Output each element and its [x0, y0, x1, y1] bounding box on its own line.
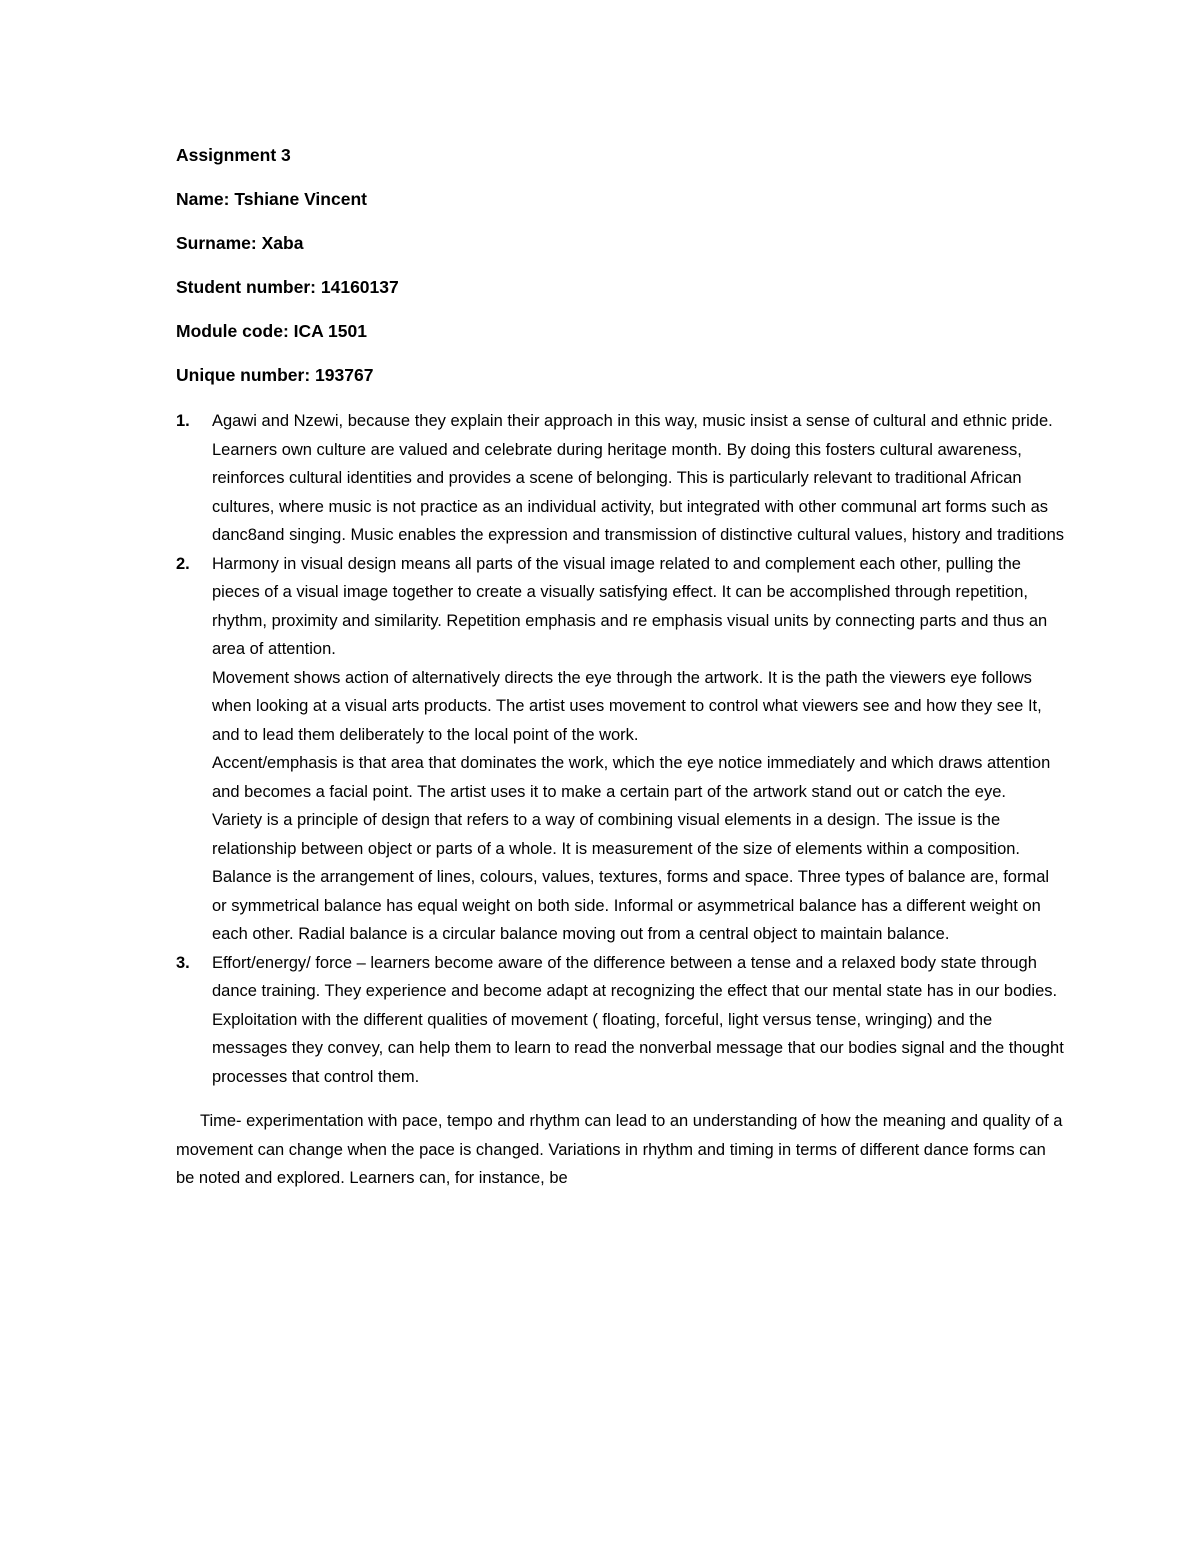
module-code-value: ICA 1501: [293, 321, 367, 341]
unique-number-line: [176, 361, 1066, 389]
answer-1-number: 1.: [176, 412, 190, 430]
answer-1-body: [212, 407, 1066, 550]
answer-2-body: [212, 550, 1066, 949]
student-number-value: 14160137: [320, 277, 399, 297]
surname-line: [176, 229, 1066, 257]
surname-value: Xaba: [261, 233, 304, 253]
name-value: Tshiane Vincent: [234, 189, 367, 209]
answer-2-variety-paragraph: Variety is a principle of design that refers to a way of combining visual elements in a design. The issue is the relationship between object or parts of a whole. It is measurement of the size of elements within a composition.: [212, 811, 1021, 858]
name-label: Name:: [176, 189, 230, 209]
answer-3-paragraph: Effort/energy/ force – learners become aware of the difference between a tense and a relaxed body state through dance training. They experience and become adapt at recognizing the effect that our mental state has in our bodies. Exploitation with the different qualities of movement ( floating, forceful, light versus tense, wringing) and the messages they convey, can help them to learn to read the nonverbal message that our bodies signal and the thought processes that control them.: [212, 953, 1064, 1086]
answer-2-accent-paragraph: Accent/emphasis is that area that dominates the work, which the eye notice immediately and which draws attention and becomes a facial point. The artist uses it to make a certain part of the artwork stand out or catch the eye.: [212, 754, 1051, 801]
surname-label: Surname:: [176, 233, 257, 253]
time-paragraph: Time- experimentation with pace, tempo and rhythm can lead to an understanding of how the meaning and quality of a movement can change when the pace is changed. Variations in rhythm and timing in terms of different dance forms can be noted and explored. Learners can, for instance, be: [176, 1112, 1063, 1187]
answer-3: [176, 949, 1066, 1092]
answer-2-balance-paragraph: Balance is the arrangement of lines, colours, values, textures, forms and space. Three types of balance are, formal or symmetrical balance has equal weight on both side. Informal or asymmetrical balance has a different weight on each other. Radial balance is a circular balance moving out from a central object to maintain balance.: [212, 868, 1050, 943]
answer-2: [176, 550, 1066, 949]
module-code-label: Module code:: [176, 321, 289, 341]
answers-list: [176, 407, 1066, 1091]
student-number-line: [176, 273, 1066, 301]
unique-number-value: 193767: [315, 365, 374, 385]
module-code-line: [176, 317, 1066, 345]
answer-2-harmony-paragraph: Harmony in visual design means all parts of the visual image related to and complement each other, pulling the pieces of a visual image together to create a visually satisfying effect. It can be accomplished through repetition, rhythm, proximity and similarity. Repetition emphasis and re emphasis visual units by connecting parts and thus an area of attention.: [212, 554, 1048, 658]
document-content: [176, 141, 1066, 1193]
answer-1: [176, 407, 1066, 550]
name-line: [176, 185, 1066, 213]
student-number-label: Student number:: [176, 277, 316, 297]
answer-3-number: 3.: [176, 953, 190, 972]
assignment-title: Assignment 3: [176, 145, 291, 165]
answer-2-movement-paragraph: Movement shows action of alternatively directs the eye through the artwork. It is the path the viewers eye follows when looking at a visual arts products. The artist uses movement to control what viewers see and how they see It, and to lead them deliberately to the local point of the work.: [212, 668, 1042, 744]
answer-3-body: [212, 949, 1066, 1092]
unique-number-label: Unique number:: [176, 365, 311, 385]
answer-2-number: 2.: [176, 554, 190, 573]
answer-1-paragraph: Agawi and Nzewi, because they explain their approach in this way, music insist a sense of cultural and ethnic pride. Learners own culture are valued and celebrate during heritage month. By doing this fosters cultural awareness, reinforces cultural identities and provides a scene of belonging. This is particularly relevant to traditional African cultures, where music is not practice as an individual activity, but integrated with other communal art forms such as danc8and singing. Music enables the expression and transmission of distinctive cultural values, history and traditions: [212, 412, 1065, 544]
